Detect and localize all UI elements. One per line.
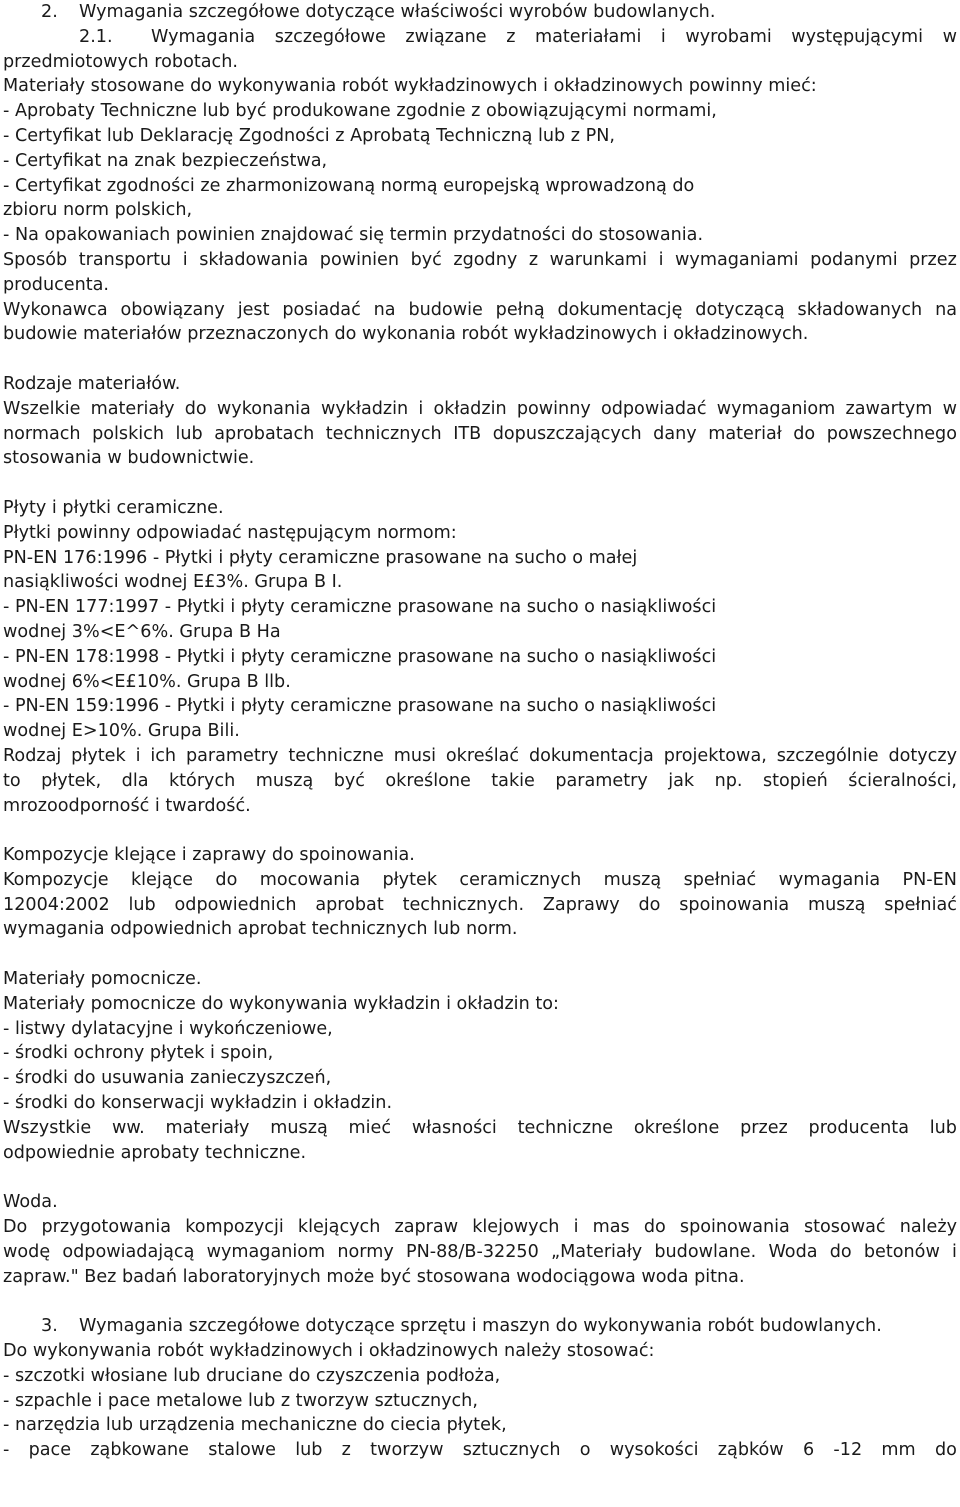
word: przez (740, 1117, 788, 1138)
word: stosować (803, 1217, 886, 1238)
word: -12 (833, 1440, 863, 1461)
word: o (579, 1440, 591, 1461)
rodzaje-paragraph-line2 (3, 422, 957, 447)
intro-bullet-cont: zbioru norm polskich, (3, 200, 193, 221)
kompozycje-heading: Kompozycje klejące i zaprawy do spoinowania. (3, 845, 415, 866)
word: okładzin (433, 398, 507, 419)
word: ceramicznych (459, 869, 582, 890)
section-2-1-title-line2: przedmiotowych robotach. (3, 51, 238, 72)
word: i (660, 26, 666, 47)
word: muszą (270, 1117, 328, 1138)
word: i (418, 398, 424, 419)
word: wodę (3, 1241, 51, 1262)
word: określać (445, 745, 520, 766)
word: i (952, 1241, 957, 1262)
intro-bullet: - Aprobaty Techniczne lub być produkowane zgodnie z obowiązującymi normami, (3, 101, 717, 122)
word: na (935, 299, 957, 320)
word: ww. (111, 1117, 145, 1138)
word: np. (714, 770, 743, 791)
word: na (373, 299, 396, 320)
word: lub (929, 1117, 957, 1138)
word: projektowa, (663, 745, 767, 766)
word: płytek (382, 869, 438, 890)
norm-item-cont: wodnej 6%<E£10%. Grupa B llb. (3, 671, 291, 692)
word: aprobatach (214, 423, 315, 444)
woda-heading: Woda. (3, 1192, 58, 1213)
woda-line1 (3, 1215, 957, 1240)
word: powinny (516, 398, 591, 419)
word: kompozycji (185, 1217, 284, 1238)
word: wymaganiami (675, 249, 799, 270)
word: Woda (768, 1241, 818, 1262)
word: Wszystkie (3, 1117, 92, 1138)
word: ITB (453, 423, 482, 444)
word: dotyczy (888, 745, 957, 766)
word: techniczne (288, 745, 384, 766)
word: musi (393, 745, 437, 766)
word: składowanych (797, 299, 923, 320)
word: normy (337, 1241, 394, 1262)
word: wyrobami (685, 26, 772, 47)
word: jest (237, 299, 270, 320)
intro-bullet: - Certyfikat na znak bezpieczeństwa, (3, 150, 328, 171)
word: dotyczącą (695, 299, 785, 320)
intro-bullet: - Certyfikat zgodności ze zharmonizowaną normą europejską wprowadzoną do (3, 175, 695, 196)
word: Wszelkie (3, 398, 81, 419)
word: tworzyw (370, 1440, 444, 1461)
word: dla (121, 770, 149, 791)
word: i (573, 1217, 579, 1238)
word: odpowiadać (600, 398, 707, 419)
word: materiały (90, 398, 175, 419)
word: mas (592, 1217, 630, 1238)
word: dany (653, 423, 697, 444)
tool-item: - szpachle i pace metalowe lub z tworzyw sztucznych, (3, 1390, 478, 1411)
transport-paragraph-line1 (3, 248, 957, 273)
word: przez (909, 249, 957, 270)
word: dokumentacja (528, 745, 654, 766)
word: obowiązany (120, 299, 225, 320)
word: mocowania (259, 869, 361, 890)
word: do (643, 1217, 666, 1238)
plyty-type-line2 (3, 769, 957, 794)
word: zgodny (453, 249, 518, 270)
word: i (135, 745, 141, 766)
word: muszą (255, 770, 314, 791)
word: Sposób (3, 249, 68, 270)
word: spoinowania (679, 894, 790, 915)
word: klejących (297, 1217, 381, 1238)
word: materiały (165, 1117, 250, 1138)
word: lub (175, 423, 203, 444)
word: polskich (92, 423, 164, 444)
word: do (793, 423, 816, 444)
plyty-intro: Płytki powinny odpowiadać następującym normom: (3, 522, 457, 543)
word: wysokości (609, 1440, 699, 1461)
norm-item: PN-EN 176:1996 - Płytki i płyty ceramiczne prasowane na sucho o małej (3, 547, 638, 568)
word: sztucznych (462, 1440, 561, 1461)
kompozycje-line3: wymagania odpowiednich aprobat technicznych lub norm. (3, 919, 518, 940)
pomocnicze-all-line1 (3, 1116, 957, 1141)
word: mieć (348, 1117, 392, 1138)
norm-item: - PN-EN 177:1997 - Płytki i płyty ceramiczne prasowane na sucho o nasiąkliwości (3, 597, 717, 618)
word: podanymi (810, 249, 898, 270)
section-2-heading (3, 0, 957, 25)
pomocnicze-intro: Materiały pomocnicze do wykonywania wykładzin i okładzin to: (3, 993, 559, 1014)
word: Wykonawca (3, 299, 108, 320)
word: klejowych (472, 1217, 560, 1238)
word: wykonania (216, 398, 311, 419)
word: do (184, 398, 207, 419)
word: betonów (863, 1241, 940, 1262)
word: określone (633, 1117, 720, 1138)
tool-item: - szczotki włosiane lub druciane do czyszczenia podłoża, (3, 1365, 501, 1386)
word: budowie (408, 299, 483, 320)
word: Rodzaj (3, 745, 62, 766)
word: należy (899, 1217, 957, 1238)
section-2-1-title-line1 (151, 25, 957, 50)
word: odpowiadającą (62, 1241, 195, 1262)
contractor-paragraph-line1 (3, 298, 957, 323)
word: pace (28, 1440, 72, 1461)
word: 6 (802, 1440, 815, 1461)
rodzaje-heading: Rodzaje materiałów. (3, 373, 181, 394)
list-item: - listwy dylatacyjne i wykończeniowe, (3, 1018, 333, 1039)
word: wymagania (778, 869, 881, 890)
word: wykładzin (320, 398, 409, 419)
word: być (410, 249, 442, 270)
word: do (829, 1241, 852, 1262)
norm-item-cont: nasiąkliwości wodnej E£3%. Grupa B I. (3, 572, 343, 593)
word: określone (385, 770, 471, 791)
word: przygotowania (41, 1217, 172, 1238)
word: techniczne (517, 1117, 614, 1138)
kompozycje-line1 (3, 868, 957, 893)
word: mm (881, 1440, 916, 1461)
word: aprobat (315, 894, 384, 915)
word: PN-EN (902, 869, 957, 890)
plyty-type-line3: mrozoodporność i twardość. (3, 795, 251, 816)
word: PN-88/B-32250 (405, 1241, 539, 1262)
section-3-title: Wymagania szczegółowe dotyczące sprzętu i maszyn do wykonywania robót budowlanych. (79, 1316, 882, 1337)
word: Zaprawy (542, 894, 620, 915)
pomocnicze-heading: Materiały pomocnicze. (3, 969, 202, 990)
word: Kompozycje (3, 869, 109, 890)
section-3-intro: Do wykonywania robót wykładzinowych i okładzinowych należy stosować: (3, 1341, 655, 1362)
word: szczególnie (776, 745, 879, 766)
word: występującymi (791, 26, 924, 47)
section-2-1-number: 2.1. (79, 26, 113, 47)
rodzaje-paragraph-line1 (3, 397, 957, 422)
word: materiał (708, 423, 782, 444)
intro-bullet: - Certyfikat lub Deklarację Zgodności z Aprobatą Techniczną lub z PN, (3, 125, 615, 146)
word: parametry (555, 770, 648, 791)
word: technicznych (325, 423, 442, 444)
word: spełniać (884, 894, 957, 915)
word: normach (3, 423, 81, 444)
word: wymaganiom (206, 1241, 326, 1262)
word: do (215, 869, 238, 890)
plyty-type-line1 (3, 744, 957, 769)
word: jak (668, 770, 695, 791)
word: związane (405, 26, 487, 47)
contractor-paragraph-line2: budowie materiałów przeznaczonych do wykonania robót wykładzinowych i okładzinowych. (3, 324, 809, 345)
section-3-number: 3. (41, 1316, 58, 1337)
word: klejące (130, 869, 194, 890)
word: producenta (808, 1117, 909, 1138)
norm-item-cont: wodnej E>10%. Grupa Bili. (3, 721, 240, 742)
word: z (528, 249, 539, 270)
word: budowlane. (654, 1241, 757, 1262)
word: ząbkowane (90, 1440, 189, 1461)
section-2-1-heading (3, 25, 957, 50)
word: odpowiednich (174, 894, 297, 915)
word: zapraw (394, 1217, 459, 1238)
word: technicznych. (402, 894, 525, 915)
word: posiadać (282, 299, 361, 320)
word: ich (150, 745, 177, 766)
word: z (506, 26, 516, 47)
pomocnicze-all-line2: odpowiednie aprobaty techniczne. (3, 1142, 307, 1163)
word: których (168, 770, 236, 791)
word: powinien (319, 249, 400, 270)
word: lub (128, 894, 156, 915)
word: muszą (603, 869, 662, 890)
kompozycje-line2 (3, 893, 957, 918)
word: stalowe (208, 1440, 276, 1461)
word: „Materiały (551, 1241, 643, 1262)
norm-item: - PN-EN 178:1998 - Płytki i płyty ceramiczne prasowane na sucho o nasiąkliwości (3, 646, 717, 667)
word: transportu (78, 249, 172, 270)
word: składowania (199, 249, 309, 270)
transport-paragraph-line2: producenta. (3, 274, 110, 295)
word: takie (491, 770, 535, 791)
tool-item (3, 1438, 957, 1463)
word: to (3, 770, 21, 791)
word: do (934, 1440, 957, 1461)
word: spoinowania (679, 1217, 790, 1238)
word: materiałami (534, 26, 642, 47)
section-3-heading (3, 1314, 957, 1339)
word: z (341, 1440, 351, 1461)
word: - (3, 1440, 10, 1461)
woda-line3: zapraw." Bez badań laboratoryjnych może być stosowana wodociągowa woda pitna. (3, 1266, 745, 1287)
word: własności (411, 1117, 497, 1138)
list-item: - środki do konserwacji wykładzin i okładzin. (3, 1093, 393, 1114)
intro-line: Materiały stosowane do wykonywania robót wykładzinowych i okładzinowych powinny mieć: (3, 76, 817, 97)
word: powszechnego (826, 423, 957, 444)
norm-item-cont: wodnej 3%<E^6%. Grupa B Ha (3, 621, 281, 642)
word: do (638, 894, 661, 915)
word: warunkami (549, 249, 648, 270)
word: dokumentację (557, 299, 683, 320)
section-2-title: Wymagania szczegółowe dotyczące właściwości wyrobów budowlanych. (79, 2, 716, 22)
word: ścieralności, (848, 770, 957, 791)
word: płytek (71, 745, 126, 766)
word: ząbków (717, 1440, 784, 1461)
word: i (658, 249, 664, 270)
word: w (942, 26, 957, 47)
word: płytek, (41, 770, 102, 791)
word: Wymagania (151, 26, 256, 47)
plyty-heading: Płyty i płytki ceramiczne. (3, 497, 224, 518)
word: Do (3, 1217, 28, 1238)
word: i (182, 249, 188, 270)
word: 12004:2002 (3, 894, 110, 915)
word: szczegółowe (274, 26, 386, 47)
list-item: - środki do usuwania zanieczyszczeń, (3, 1068, 332, 1089)
intro-bullet: - Na opakowaniach powinien znajdować się termin przydatności do stosowania. (3, 225, 704, 246)
word: stopień (762, 770, 828, 791)
section-2-number: 2. (41, 2, 58, 22)
norm-item: - PN-EN 159:1996 - Płytki i płyty ceramiczne prasowane na sucho o nasiąkliwości (3, 696, 717, 717)
word: muszą (807, 894, 866, 915)
word: być (333, 770, 365, 791)
word: wymaganiom (716, 398, 836, 419)
woda-line2 (3, 1240, 957, 1265)
word: dopuszczających (492, 423, 642, 444)
word: parametry (185, 745, 279, 766)
word: w (942, 398, 957, 419)
list-item: - środki ochrony płytek i spoin, (3, 1043, 274, 1064)
word: zawartym (845, 398, 933, 419)
word: pełną (495, 299, 545, 320)
word: lub (295, 1440, 323, 1461)
word: spełniać (683, 869, 757, 890)
rodzaje-paragraph-line3: stosowania w budownictwie. (3, 448, 255, 469)
tool-item: - narzędzia lub urządzenia mechaniczne do ciecia płytek, (3, 1415, 507, 1436)
